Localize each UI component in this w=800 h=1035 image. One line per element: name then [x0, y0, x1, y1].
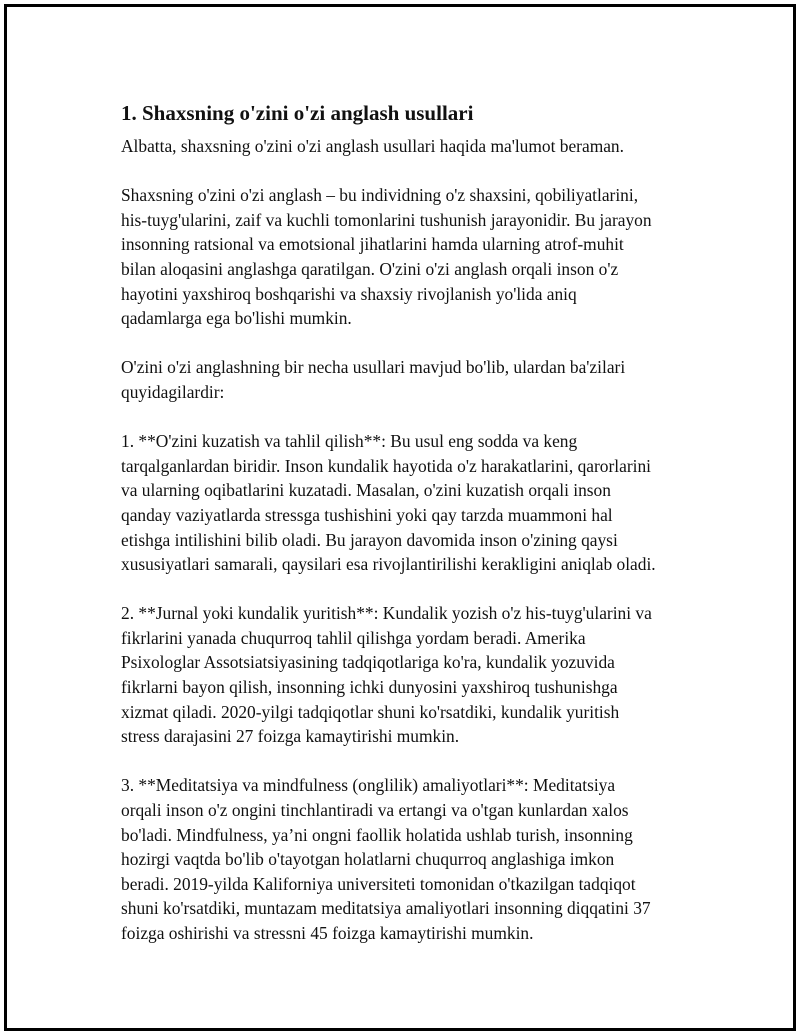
text-line: fikrlarni bayon qilish, insonning ichki dunyosini yaxshiroq tushunishga — [121, 677, 618, 698]
document-title: 1. Shaxsning o'zini o'zi anglash usullari — [121, 101, 474, 125]
paragraph — [121, 355, 693, 404]
text-line: quyidagilardir: — [121, 381, 225, 402]
text-line: foizga oshirishi va stressni 45 foizga kamaytirishi mumkin. — [121, 923, 534, 943]
paragraph — [121, 601, 693, 749]
text-line: bo'ladi. Mindfulness, ya’ni ongni faollik holatida ushlab turish, insonning — [121, 824, 633, 845]
text-line: 1. **O'zini kuzatish va tahlil qilish**: Bu usul eng sodda va keng — [121, 431, 578, 452]
text-line: orqali inson o'z ongini tinchlantiradi va ertangi va o'tgan kunlardan xalos — [121, 800, 629, 821]
text-line: hayotini yaxshiroq boshqarishi va shaxsiy rivojlanish yo'lida aniq — [121, 283, 577, 304]
text-line: etishga intilishini bilib oladi. Bu jarayon davomida inson o'zining qaysi — [121, 529, 618, 550]
paragraph — [121, 773, 693, 945]
text-line: 2. **Jurnal yoki kundalik yuritish**: Kundalik yozish o'z his-tuyg'ularini va — [121, 603, 652, 624]
text-line: va ularning oqibatlarini kuzatadi. Masalan, o'zini kuzatish orqali inson — [121, 480, 611, 501]
text-line: tarqalganlardan biridir. Inson kundalik hayotida o'z harakatlarini, qarorlarini — [121, 455, 651, 476]
paragraph — [121, 183, 693, 331]
text-line: qanday vaziyatlarda stressga tushishini yoki qay tarzda muammoni hal — [121, 504, 613, 525]
text-line: stress darajasini 27 foizga kamaytirishi mumkin. — [121, 726, 460, 747]
text-line: xususiyatlari samarali, qaysilari esa rivojlantirilishi kerakligini aniqlab oladi. — [121, 554, 656, 575]
document-body — [121, 99, 693, 946]
text-line: his-tuyg'ularini, zaif va kuchli tomonlarini tushunish jarayonidir. Bu jarayon — [121, 209, 652, 230]
text-line: qadamlarga ega bo'lishi mumkin. — [121, 308, 352, 329]
text-line: bilan aloqasini anglashga qaratilgan. O'zini o'zi anglash orqali inson o'z — [121, 258, 619, 279]
text-line: beradi. 2019-yilda Kaliforniya universiteti tomonidan o'tkazilgan tadqiqot — [121, 873, 636, 894]
paragraph — [121, 134, 693, 159]
paragraph-list — [121, 134, 693, 946]
text-line: shuni ko'rsatdiki, muntazam meditatsiya amaliyotlari insonning diqqatini 37 — [121, 898, 651, 919]
text-line: Psixologlar Assotsiatsiyasining tadqiqotlariga ko'ra, kundalik yozuvida — [121, 652, 615, 673]
text-line: xizmat qiladi. 2020-yilgi tadqiqotlar shuni ko'rsatdiki, kundalik yuritish — [121, 701, 620, 722]
paragraph — [121, 429, 693, 577]
page-frame — [4, 4, 796, 1031]
text-line: 3. **Meditatsiya va mindfulness (onglilik) amaliyotlari**: Meditatsiya — [121, 775, 616, 796]
text-line: O'zini o'zi anglashning bir necha usullari mavjud bo'lib, ulardan ba'zilari — [121, 357, 626, 378]
text-line: Shaxsning o'zini o'zi anglash – bu individning o'z shaxsini, qobiliyatlarini, — [121, 185, 639, 206]
text-line: insonning ratsional va emotsional jihatlarini hamda ularning atrof-muhit — [121, 234, 624, 255]
text-line: fikrlarini yanada chuqurroq tahlil qilishga yordam beradi. Amerika — [121, 627, 586, 648]
text-line: Albatta, shaxsning o'zini o'zi anglash usullari haqida ma'lumot beraman. — [121, 136, 624, 156]
text-line: hozirgi vaqtda bo'lib o'tayotgan holatlarni chuqurroq anglashiga imkon — [121, 849, 615, 870]
